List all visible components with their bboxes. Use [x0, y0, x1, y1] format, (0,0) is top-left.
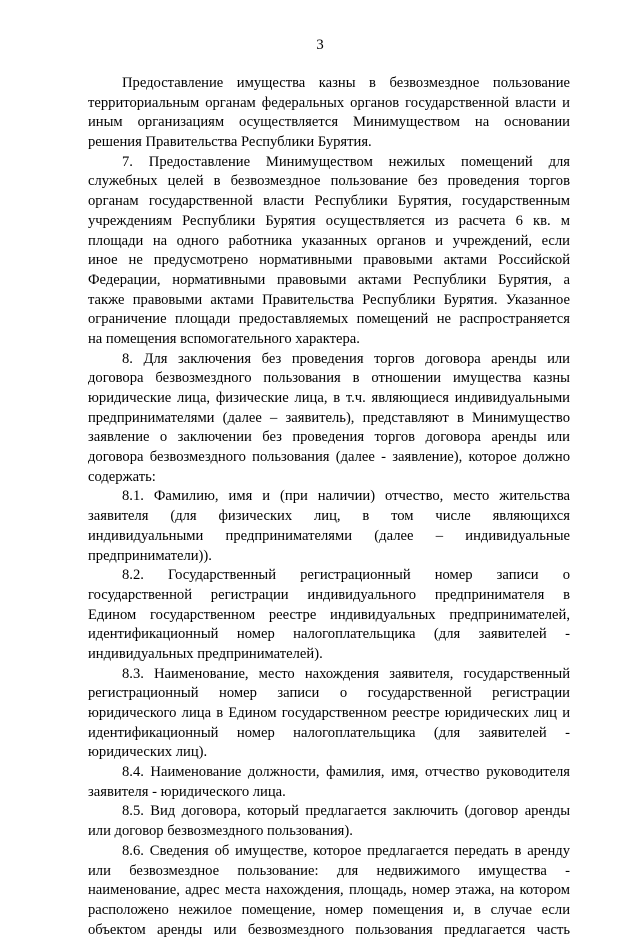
text-line: 8.6. Сведения об имуществе, которое предлагается передать в аренду — [122, 842, 570, 859]
text-line: также правовыми актами Правительства Республики Бурятия. Указанное — [88, 291, 570, 308]
text-line: юридических лиц). — [88, 744, 208, 761]
text-line: идентификационный номер налогоплательщика (для заявителей - — [88, 626, 570, 643]
text-line: юридические лица, физические лица, в т.ч. являющиеся индивидуальными — [88, 390, 570, 406]
text-line: содержать: — [88, 468, 156, 485]
paragraph-p8-6 — [88, 842, 570, 940]
text-line: 7. Предоставление Минимуществом нежилых помещений для — [122, 153, 570, 170]
text-line: или договор безвозмездного пользования). — [88, 823, 353, 840]
text-line: на помещения вспомогательного характера. — [88, 330, 360, 347]
text-line: 8.1. Фамилию, имя и (при наличии) отчество, место жительства — [122, 488, 570, 505]
text-line: предприниматели)). — [88, 547, 212, 564]
paragraph-p0 — [88, 74, 570, 153]
document-body — [88, 74, 570, 940]
text-line: 8.4. Наименование должности, фамилия, имя, отчество руководителя — [122, 764, 570, 781]
text-line: договора безвозмездного пользования в отношении имущества казны — [88, 370, 570, 387]
paragraph-p8-4 — [88, 763, 570, 802]
paragraph-p8-3 — [88, 665, 570, 763]
text-line: 8.3. Наименование, место нахождения заявителя, государственный — [122, 665, 570, 682]
text-line: наименование, адрес места нахождения, площадь, номер этажа, на котором — [88, 882, 570, 899]
text-line: территориальным органам федеральных органов государственной власти и — [88, 94, 570, 111]
paragraph-p8 — [88, 350, 570, 488]
paragraph-p8-5 — [88, 802, 570, 841]
text-line: учреждениям Республики Бурятия осуществляется из расчета 6 кв. м — [88, 212, 570, 229]
text-line: расположено нежилое помещение, номер помещения и, в случае если — [88, 901, 570, 918]
text-line: идентификационный номер налогоплательщика (для заявителей - — [88, 724, 570, 741]
text-line: заявителя - юридического лица. — [88, 783, 286, 800]
text-line: индивидуальных предпринимателей). — [88, 645, 323, 662]
text-line: Предоставление имущества казны в безвозмездное пользование — [122, 75, 570, 91]
text-line: предпринимателями (далее – заявитель), представляют в Минимущество — [88, 409, 570, 426]
text-line: заявителя (для физических лиц, в том числе являющихся — [88, 508, 570, 525]
text-line: индивидуальными предпринимателями (далее – индивидуальные — [88, 527, 570, 544]
text-line: ограничение площади предоставляемых помещений не распространяется — [88, 311, 570, 328]
text-line: 8.2. Государственный регистрационный номер записи о — [122, 567, 570, 584]
paragraph-p7 — [88, 153, 570, 350]
text-line: органам государственной власти Республики Бурятия, государственным — [88, 193, 570, 210]
text-line: объектом аренды или безвозмездного пользования предлагается часть — [88, 921, 570, 938]
text-line: договора безвозмездного пользования (далее - заявление), которое должно — [88, 449, 570, 466]
text-line: 8.5. Вид договора, который предлагается заключить (договор аренды — [122, 803, 570, 820]
text-line: заявление о заключении без проведения торгов договора аренды или — [88, 429, 570, 446]
text-line: юридического лица в Едином государственном реестре юридических лиц и — [88, 705, 570, 721]
text-line: служебных целей в безвозмездное пользование без проведения торгов — [88, 173, 570, 190]
paragraph-p8-2 — [88, 566, 570, 664]
text-line: государственной регистрации индивидуального предпринимателя в — [88, 586, 570, 603]
paragraph-p8-1 — [88, 487, 570, 566]
text-line: 8. Для заключения без проведения торгов договора аренды или — [122, 350, 570, 367]
text-line: или безвозмездное пользование: для недвижимого имущества - — [88, 862, 570, 879]
text-line: площади на одного работника указанных органов и учреждений, если — [88, 232, 570, 249]
text-line: иное не предусмотрено нормативными правовыми актами Российской — [88, 252, 570, 269]
text-line: регистрационный номер записи о государственной регистрации — [88, 685, 570, 702]
text-line: иным организациям осуществляется Минимуществом на основании — [88, 114, 570, 131]
text-line: Едином государственном реестре индивидуальных предпринимателей, — [88, 606, 570, 623]
text-line: решения Правительства Республики Бурятия. — [88, 134, 372, 151]
page-number: 3 — [316, 37, 324, 53]
text-line: Федерации, нормативными правовыми актами Республики Бурятия, а — [88, 271, 570, 288]
